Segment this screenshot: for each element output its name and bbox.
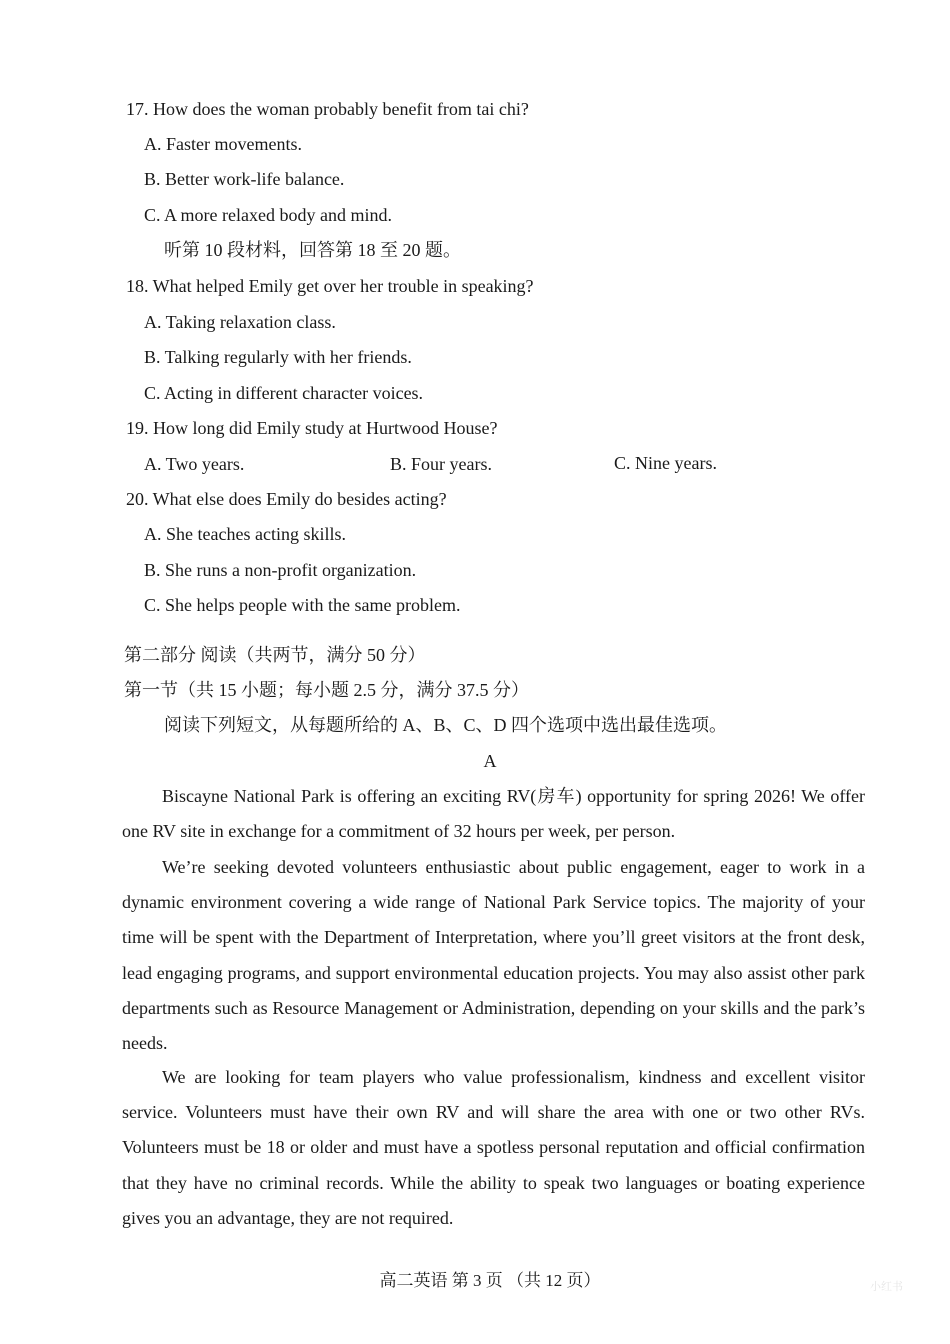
passage-paragraph-3 (122, 1060, 865, 1236)
watermark-logo: 小红书 (870, 1280, 903, 1293)
page-footer: 高二英语 第 3 页 （共 12 页） (379, 1271, 601, 1290)
q19-stem: 19. How long did Emily study at Hurtwood House? (126, 418, 498, 438)
part2-title: 第二部分 阅读（共两节，满分 50 分） (124, 645, 426, 665)
passage-paragraph-2 (122, 850, 865, 1061)
q20-stem: 20. What else does Emily do besides acting? (126, 489, 447, 509)
passage-paragraph-2-text: We’re seeking devoted volunteers enthusiastic about public engagement, eager to work in a dynamic environment covering a wide range of National Park Service topics. The majority of your time will be spent with the Department of Interpretation, where you’ll greet visitors at the front desk, lead engaging programs, and support environmental education projects. You may also assist other park departments such as Resource Management or Administration, depending on your skills and the park’s needs. (122, 857, 865, 1054)
q17-option-b: B. Better work-life balance. (144, 169, 345, 189)
q17-stem: 17. How does the woman probably benefit from tai chi? (126, 99, 529, 119)
q19-option-c: C. Nine years. (614, 453, 717, 473)
q17-option-c: C. A more relaxed body and mind. (144, 205, 392, 225)
part2-section1: 第一节（共 15 小题；每小题 2.5 分，满分 37.5 分） (124, 680, 529, 700)
reading-instruction: 阅读下列短文，从每题所给的 A、B、C、D 四个选项中选出最佳选项。 (164, 715, 728, 735)
q18-option-a: A. Taking relaxation class. (144, 312, 336, 332)
passage-label: A (483, 751, 497, 771)
passage-paragraph-3-text: We are looking for team players who value professionalism, kindness and excellent visitor service. Volunteers must have their own RV and will share the area with one or two other RVs. Volunteers must be 18 or older and must have a spotless personal reputation and official confirmation that they have no criminal records. While the ability to speak two languages or boating experience gives you an advantage, they are not required. (122, 1067, 865, 1228)
q18-option-c: C. Acting in different character voices. (144, 383, 424, 403)
q19-option-a: A. Two years. (144, 454, 245, 474)
passage-paragraph-1-text: Biscayne National Park is offering an exciting RV(房车) opportunity for spring 2026! We offer one RV site in exchange for a commitment of 32 hours per week, per person. (122, 786, 865, 842)
q20-option-a: A. She teaches acting skills. (144, 524, 346, 544)
q20-option-b: B. She runs a non-profit organization. (144, 560, 417, 580)
q19-option-b: B. Four years. (390, 454, 492, 474)
q18-option-b: B. Talking regularly with her friends. (144, 347, 412, 367)
instruction-material-10: 听第 10 段材料，回答第 18 至 20 题。 (164, 240, 461, 260)
q17-option-a: A. Faster movements. (144, 134, 302, 154)
passage-paragraph-1 (122, 779, 865, 849)
q20-option-c: C. She helps people with the same problem. (144, 595, 461, 615)
q18-stem: 18. What helped Emily get over her trouble in speaking? (126, 276, 534, 296)
